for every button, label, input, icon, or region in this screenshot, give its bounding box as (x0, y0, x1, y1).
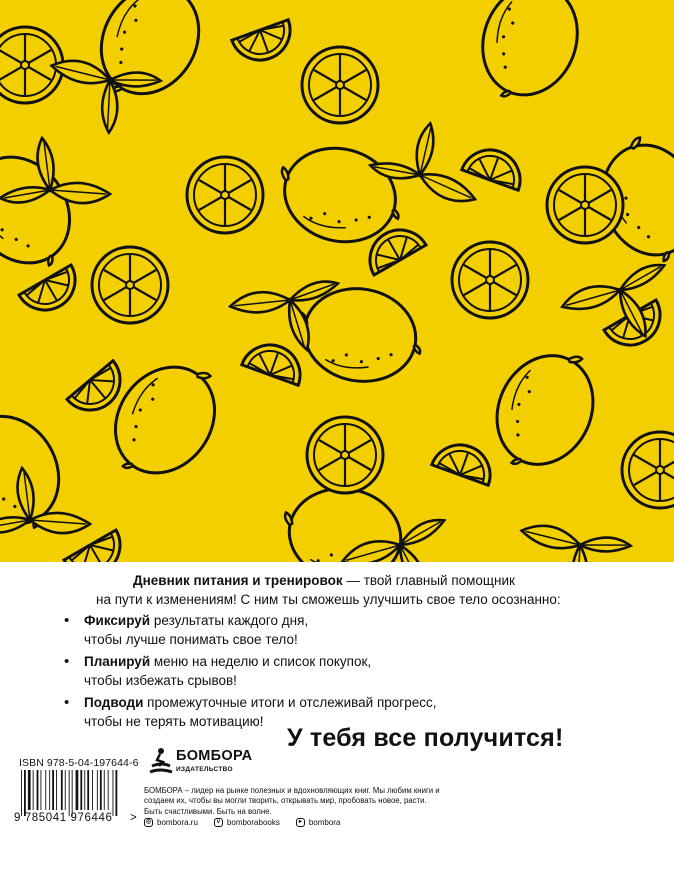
barcode-bar (33, 770, 34, 810)
video-link-label: bombora (308, 818, 341, 827)
barcode-bar (41, 770, 42, 810)
bullet-text: меню на неделю и список покупок, (150, 654, 372, 669)
bullet-text2: чтобы избежать срывов! (84, 672, 237, 688)
publisher-logo (146, 746, 253, 782)
barcode-bar (87, 770, 89, 810)
slogan: У тебя все получится! (287, 724, 564, 752)
video-icon: ▸ (296, 818, 305, 827)
site-link[interactable] (144, 818, 198, 827)
bullet-text2: чтобы не терять мотивацию! (84, 713, 264, 729)
barcode-bar (56, 770, 57, 810)
surfer-logo-icon (146, 746, 174, 776)
social-links (144, 818, 340, 827)
barcode-bar (97, 770, 98, 810)
barcode-bar (113, 770, 114, 816)
isbn: ISBN 978-5-04-197644-6 (19, 757, 139, 769)
description-title-rest: — твой главный помощник (342, 573, 515, 588)
barcode-bar (69, 770, 70, 816)
barcode-bar (76, 770, 79, 810)
list-item (60, 612, 620, 649)
feature-list (60, 612, 620, 735)
barcode-bar (108, 770, 109, 810)
bullet-text: промежуточные итоги и отслеживай прогресс, (143, 695, 437, 710)
barcode-bar (21, 770, 22, 816)
vk-icon: v (214, 818, 223, 827)
publisher-name: БОМБОРА (176, 748, 253, 764)
barcode-bar (37, 770, 39, 810)
barcode-bar (84, 770, 85, 810)
barcode-bar (24, 770, 26, 816)
list-item (60, 653, 620, 690)
bullet-text2: чтобы лучше понимать свое тело! (84, 631, 298, 647)
bullet-bold: Подводи (84, 695, 144, 710)
barcode-bar (92, 770, 93, 810)
description-line2: на пути к изменениям! С ним ты сможешь улучшить свое тело осознанно: (96, 592, 561, 607)
barcode-bar (52, 770, 54, 810)
barcode-bar (45, 770, 46, 810)
barcode-bar (116, 770, 118, 816)
barcode-bar (49, 770, 50, 810)
barcode-bar (28, 770, 31, 810)
globe-icon: ◎ (145, 819, 152, 825)
site-link-label: bombora.ru (157, 818, 198, 827)
video-link[interactable] (296, 818, 341, 827)
vk-link[interactable] (214, 818, 280, 827)
barcode-bar (104, 770, 105, 810)
bullet-bold: Фиксируй (84, 613, 151, 628)
publisher-about: БОМБОРА – лидер на рынке полезных и вдохновляющих книг. Мы любим книги и создаем их, чтобы вы могли творить, открывать мир, пробовать новое, расти. Быть счастливыми. Быть на волне. (144, 786, 440, 816)
barcode-bar (65, 770, 66, 810)
barcode-digits: 9 785041 976446 (14, 812, 113, 824)
publisher-sub: ИЗДАТЕЛЬСТВО (176, 766, 233, 773)
bullet-bold: Планируй (84, 654, 151, 669)
description (96, 571, 653, 609)
barcode-mark: > (130, 812, 137, 824)
vk-link-label: bomborabooks (226, 818, 280, 827)
barcode-bar (80, 770, 82, 810)
barcode (19, 770, 134, 816)
barcode-bar (72, 770, 73, 816)
barcode-bar (100, 770, 102, 810)
bullet-text: результаты каждого дня, (150, 613, 309, 628)
description-title: Дневник питания и тренировок (133, 573, 343, 588)
barcode-bar (61, 770, 63, 810)
